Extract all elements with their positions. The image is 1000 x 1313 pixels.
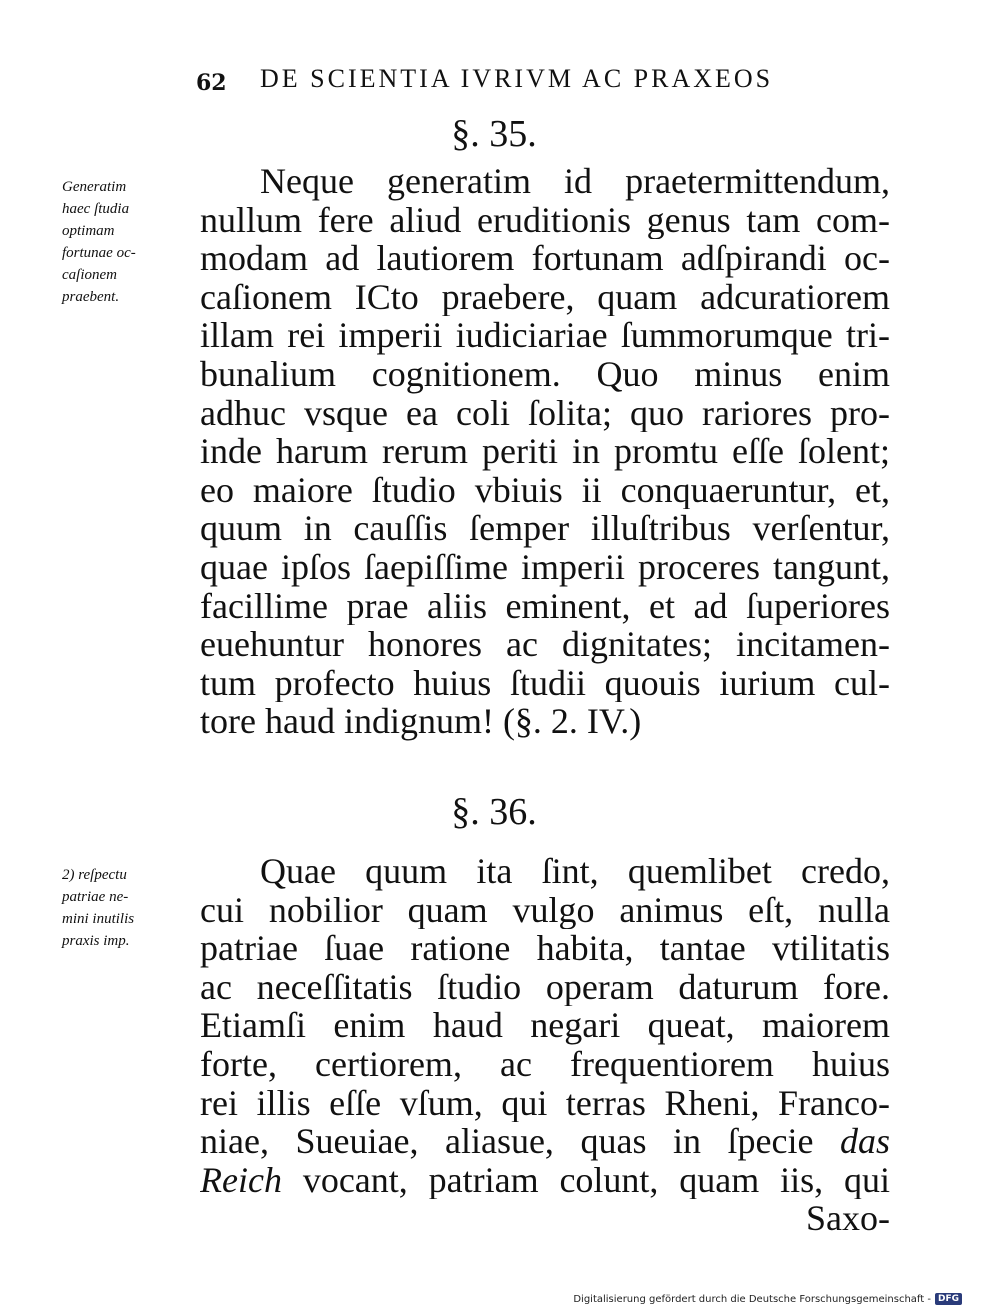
text-line: facillime prae aliis eminent, et ad ſuperiores bbox=[200, 586, 890, 626]
text-line: quum in cauſſis ſemper illuſtribus verſentur, bbox=[200, 509, 890, 548]
page-number: 62 bbox=[196, 70, 227, 96]
text-line: inde harum rerum periti in promtu eſſe ſolent; bbox=[200, 432, 890, 471]
text-line: patriae ſuae ratione habita, tantae vtilitatis bbox=[200, 929, 890, 968]
text-line: Quae quum ita ſint, quemlibet credo, bbox=[260, 852, 890, 891]
paragraph-35 bbox=[200, 162, 890, 741]
margin-note-line: 2) reſpectu bbox=[62, 867, 127, 883]
text-line: rei illis eſſe vſum, qui terras Rheni, Franco- bbox=[200, 1083, 890, 1123]
margin-note-35 bbox=[62, 176, 202, 308]
margin-note-line: patriae ne- bbox=[62, 889, 129, 905]
text-segment: niae, Sueuiae, aliasue, quas in ſpecie bbox=[200, 1122, 814, 1161]
text-line: modam ad lautiorem fortunam adſpirandi oc- bbox=[200, 239, 890, 278]
margin-note-line: fortunae oc- bbox=[62, 245, 136, 261]
text-line: ac neceſſitatis ſtudio operam daturum fore. bbox=[200, 967, 890, 1007]
text-line: forte, certiorem, ac frequentiorem huius bbox=[200, 1044, 890, 1084]
text-line: illam rei imperii iudiciariae ſummorumque tri- bbox=[200, 316, 890, 355]
text-line-with-italic bbox=[200, 1161, 890, 1200]
footer-credit: Digitalisierung gefördert durch die Deutsche Forschungsgemeinschaft - bbox=[573, 1293, 931, 1305]
text-line: Etiamſi enim haud negari queat, maiorem bbox=[200, 1006, 890, 1045]
italic-phrase: Reich bbox=[200, 1160, 282, 1200]
section-heading-35: §. 35. bbox=[451, 113, 537, 155]
catchword: Saxo- bbox=[806, 1199, 890, 1238]
margin-note-line: Generatim bbox=[62, 179, 127, 195]
text-line: tum profecto huius ſtudii quouis iurium cul- bbox=[200, 663, 890, 703]
paragraph-36 bbox=[200, 852, 890, 1238]
margin-note-line: praxis imp. bbox=[62, 933, 130, 949]
dfg-logo-icon: DFG bbox=[935, 1293, 962, 1305]
text-line: bunalium cognitionem. Quo minus enim bbox=[200, 354, 890, 394]
text-line: caſionem ICto praebere, quam adcuratiorem bbox=[200, 277, 890, 317]
text-line: quae ipſos ſaepiſſime imperii proceres tangunt, bbox=[200, 547, 890, 587]
margin-note-line: optimam bbox=[62, 223, 115, 239]
text-line: Neque generatim id praetermittendum, bbox=[260, 162, 890, 201]
digitization-footer bbox=[573, 1293, 962, 1305]
page-header bbox=[196, 64, 896, 104]
text-line: nullum fere aliud eruditionis genus tam com- bbox=[200, 200, 890, 240]
margin-note-line: haec ſtudia bbox=[62, 201, 130, 217]
text-line: euehuntur honores ac dignitates; incitamen- bbox=[200, 625, 890, 664]
text-line: eo maiore ſtudio vbiuis ii conquaeruntur, et, bbox=[200, 470, 890, 510]
running-title: DE SCIENTIA IVRIVM AC PRAXEOS bbox=[260, 64, 774, 93]
text-segment: vocant, patriam colunt, quam iis, qui bbox=[302, 1160, 890, 1200]
text-line: adhuc vsque ea coli ſolita; quo rariores pro- bbox=[200, 393, 890, 433]
margin-note-36 bbox=[62, 864, 202, 952]
text-line: cui nobilior quam vulgo animus eſt, nulla bbox=[200, 890, 890, 930]
margin-note-line: praebent. bbox=[62, 289, 120, 305]
section-heading-36: §. 36. bbox=[451, 791, 537, 833]
text-line-with-italic bbox=[200, 1122, 890, 1161]
margin-note-line: caſionem bbox=[62, 267, 117, 283]
text-line: tore haud indignum! (§. 2. IV.) bbox=[200, 702, 642, 741]
margin-note-line: mini inutilis bbox=[62, 911, 135, 927]
italic-phrase: das bbox=[839, 1122, 890, 1161]
